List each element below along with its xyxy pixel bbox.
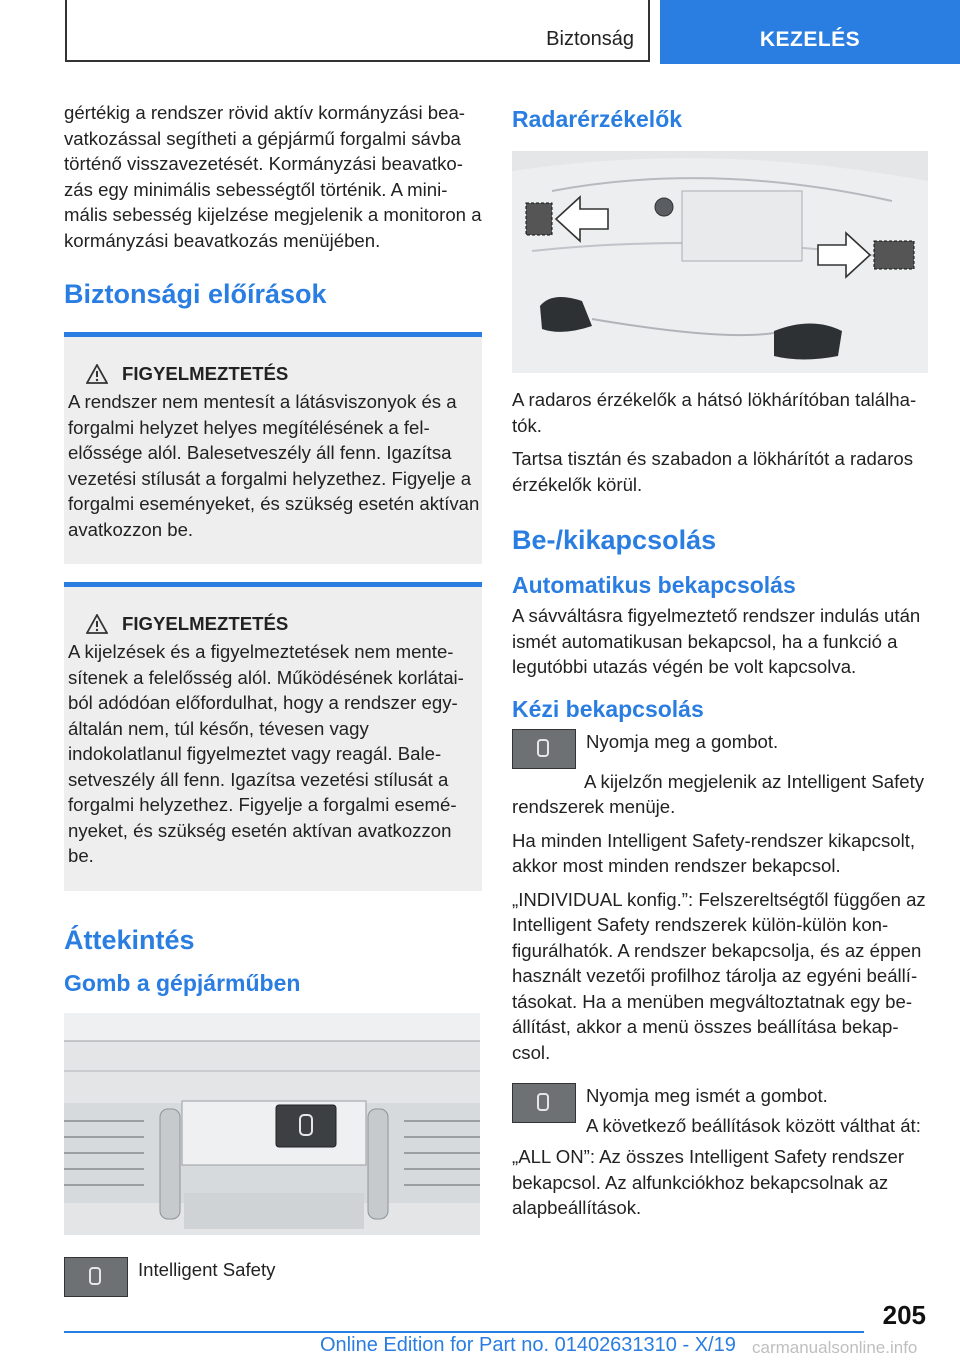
dashboard-illustration (64, 1013, 480, 1235)
intelligent-safety-button-icon (512, 1083, 576, 1123)
manual-step-1: Nyomja meg a gombot. (586, 730, 779, 752)
footer-edition: Online Edition for Part no. 01402631310 - X/19 (320, 1334, 736, 1356)
auto-paragraph: A sávváltásra figyelmeztető rendszer indulás után ismét automatikusan bekapcsol, ha a funkció a legutóbbi utazás végén be volt kapcsolva. (512, 605, 921, 677)
manual-paragraph-3: „INDIVIDUAL konfig.”: Felszereltségtől függően az Intelligent Safety rendszerek külön-külön konfigurálhatók. A rendszer bekapcsolja, és az éppen használt vezetői profilhoz tárolja az egyéni beállításokat. Ha a menüben megváltoztatnak egy beállítást, akkor a menü összes beállítása bekapcsol. (512, 888, 926, 1063)
auto-heading: Automatikus bekapcsolás (512, 572, 796, 598)
manual-step-1-result: A kijelzőn megjelenik az Intelligent Safety rendszerek menüje. (512, 770, 925, 817)
button-caption: Intelligent Safety (138, 1258, 276, 1280)
warning-box-1 (64, 332, 482, 564)
button-caption-row (64, 1257, 482, 1297)
header-bar (65, 0, 650, 62)
intelligent-safety-button-icon (64, 1257, 128, 1297)
left-column (64, 100, 482, 1297)
warning-title-text-2: FIGYELMEZTETÉS (122, 613, 289, 634)
warning-triangle-icon (86, 614, 108, 634)
radar-paragraph-2: Tartsa tisztán és szabadon a lökhárítót a radaros érzékelők körül. (512, 448, 914, 495)
car-rear-illustration (512, 151, 928, 373)
dashboard-button-figure (64, 1013, 480, 1235)
footer-rule (64, 1331, 864, 1333)
intro-paragraph: gértékig a rendszer rövid aktív kormányzási beavatkozással segítheti a gépjármű forgalmi sávba történő visszavezetését. Kormányzási beavatkozás egy minimális sebességtől történik. A minimális sebesség kijelzése megjelenik a monitoron a kormányzási beavatkozás menüjében. (64, 102, 482, 251)
manual-paragraph-2: Ha minden Intelligent Safety-rendszer kikapcsolt, akkor most minden rendszer bekapcsol. (512, 829, 916, 876)
radar-paragraph-1: A radaros érzékelők a hátsó lökhárítóban találhatók. (512, 389, 917, 436)
chapter-tab-label: KEZELÉS (759, 28, 861, 51)
onoff-heading: Be-/kikapcsolás (512, 525, 717, 555)
manual-step-1-row (512, 729, 930, 769)
warning-title-text-1: FIGYELMEZTETÉS (122, 363, 289, 384)
page-number: 205 (882, 1300, 926, 1330)
warning-triangle-icon (86, 364, 108, 384)
manual-step-2-row (512, 1083, 930, 1138)
manual-step-2-result: A következő beállítások között válthat át: (586, 1114, 921, 1136)
radar-sensor-figure (512, 151, 928, 373)
button-heading: Gomb a gépjárműben (64, 969, 301, 996)
warning-box-2 (64, 582, 482, 891)
watermark: carmanualsonline.info (752, 1338, 918, 1357)
warning-text-1: A rendszer nem mentesít a látásviszonyok és a forgalmi helyzet helyes megítélésének a felelőssége alól. Balesetveszély áll fenn. Igazítsa vezetési stílusát a forgalmi helyzethez. Figyelje a forgalmi eseményeket, és szükség esetén aktívan avatkozzon be. (68, 391, 480, 540)
warning-title-1 (68, 363, 482, 385)
warning-title-2 (68, 613, 482, 635)
manual-step-2: Nyomja meg ismét a gombot. (586, 1085, 828, 1106)
section-title: Biztonság (546, 28, 634, 50)
warning-text-2: A kijelzések és a figyelmeztetések nem mentesítenek a felelősség alól. Működésének korlátaiból adódóan előfordulhat, hogy a rendszer egyáltalán nem, túl későn, tévesen vagy indokolatlanul figyelmeztet vagy reagál. Balesetveszély áll fenn. Igazítsa vezetési stílusát a forgalmi helyzethez. Figyelje a forgalmi eseményeket, és szükség esetén aktívan avatkozzon be. (68, 641, 464, 866)
right-column (512, 100, 930, 1229)
manual-paragraph-4: „ALL ON”: Az összes Intelligent Safety rendszer bekapcsol. Az alfunkciókhoz bekapcsolnak az alapbeállítások. (512, 1146, 905, 1218)
manual-heading: Kézi bekapcsolás (512, 695, 704, 722)
safety-heading: Biztonsági előírások (64, 279, 327, 309)
chapter-tab (660, 0, 960, 64)
radar-heading: Radarérzékelők (512, 106, 683, 132)
overview-heading: Áttekintés (64, 924, 195, 955)
intelligent-safety-button-icon (512, 729, 576, 769)
